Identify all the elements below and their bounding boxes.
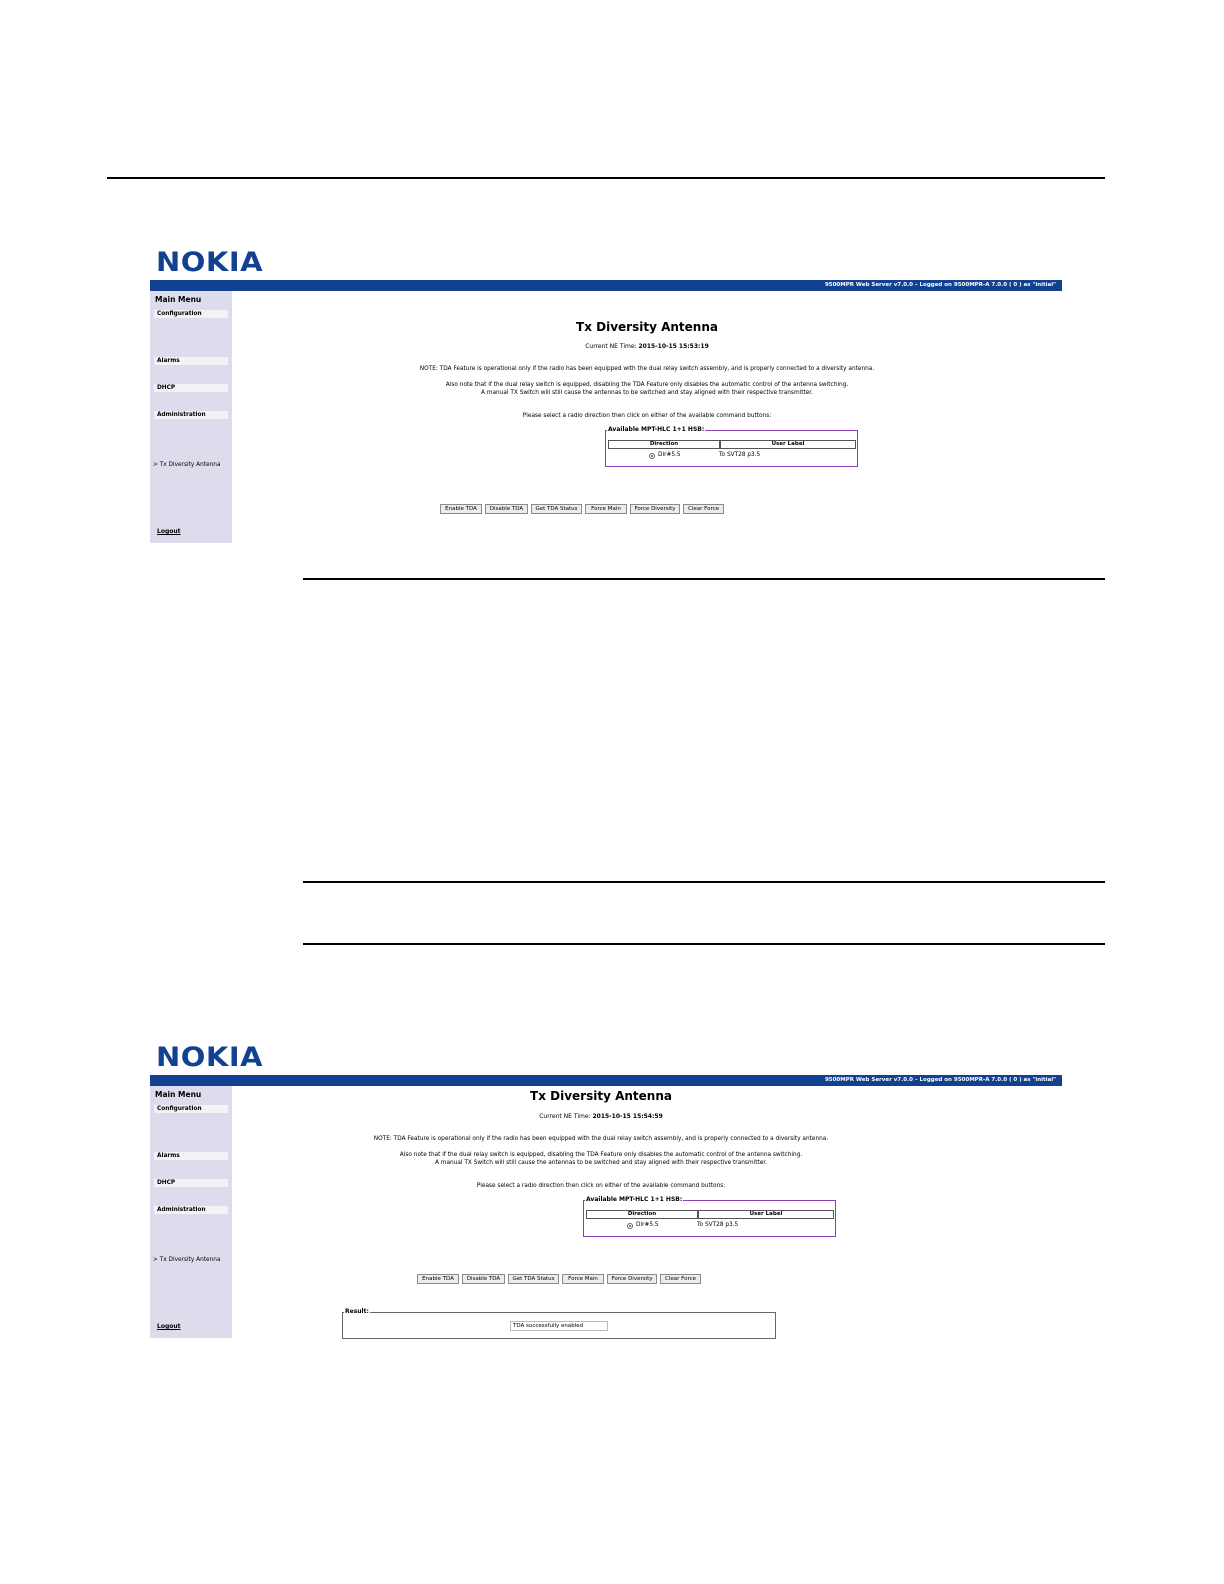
screenshot-1 <box>150 246 1062 535</box>
user-label-value: To SVT28 p3.5 <box>697 1222 739 1228</box>
disable-tda-button[interactable]: Disable TDA <box>462 1274 505 1284</box>
divider-rule-2 <box>303 881 1105 883</box>
sidebar-item-dhcp[interactable]: DHCP <box>154 1179 228 1187</box>
note-manual-switch: A manual TX Switch will still cause the antennas to be switched and stay aligned with their respective transmitter. <box>480 390 814 396</box>
sidebar-item-alarms[interactable]: Alarms <box>154 1152 228 1160</box>
main-content <box>232 1086 1062 1338</box>
logout-link[interactable]: Logout <box>157 528 181 535</box>
sidebar-item-dhcp[interactable]: DHCP <box>154 384 228 392</box>
main-content <box>232 291 1062 543</box>
header-banner: 9500MPR Web Server v7.0.0 – Logged on 9500MPR-A 7.0.0 ( 0 ) as "initial" <box>150 1075 1062 1086</box>
sidebar <box>150 1086 232 1338</box>
header-banner: 9500MPR Web Server v7.0.0 – Logged on 9500MPR-A 7.0.0 ( 0 ) as "initial" <box>150 280 1062 291</box>
instruction-text: Please select a radio direction then click on either of the available command buttons: <box>522 413 772 419</box>
sidebar-item-administration[interactable]: Administration <box>154 411 228 419</box>
available-directions-fieldset <box>605 426 858 467</box>
enable-tda-button[interactable]: Enable TDA <box>417 1274 459 1284</box>
nokia-logo: NOKIA <box>156 246 264 278</box>
sidebar-item-administration[interactable]: Administration <box>154 1206 228 1214</box>
direction-value: Dir#5.5 <box>658 452 681 458</box>
force-diversity-button[interactable]: Force Diversity <box>607 1274 657 1284</box>
note-tda-feature: NOTE: TDA Feature is operational only if the radio has been equipped with the dual relay switch assembly, and is properly connected to a diversity antenna. <box>419 366 875 372</box>
ne-time-label: Current NE Time: <box>539 1113 591 1120</box>
direction-radio[interactable] <box>627 1223 633 1229</box>
user-label-value: To SVT28 p3.5 <box>719 452 761 458</box>
result-legend: Result: <box>345 1308 369 1315</box>
available-directions-fieldset <box>583 1196 836 1237</box>
force-main-button[interactable]: Force Main <box>585 504 627 514</box>
fieldset-legend: Available MPT-HLC 1+1 HSB: <box>586 1196 683 1203</box>
sidebar-item-alarms[interactable]: Alarms <box>154 357 228 365</box>
enable-tda-button[interactable]: Enable TDA <box>440 504 482 514</box>
note-relay-switch: Also note that if the dual relay switch is equipped, disabling the TDA Feature only disables the automatic control of the antenna switching. <box>445 382 849 388</box>
result-fieldset <box>342 1308 776 1339</box>
top-rule <box>107 177 1105 179</box>
note-tda-feature: NOTE: TDA Feature is operational only if the radio has been equipped with the dual relay switch assembly, and is properly connected to a diversity antenna. <box>373 1136 829 1142</box>
sidebar-item-configuration[interactable]: Configuration <box>154 310 228 318</box>
table-row[interactable] <box>608 451 856 460</box>
ne-time-value: 2015-10-15 15:54:59 <box>592 1113 663 1120</box>
direction-value: Dir#5.5 <box>636 1222 659 1228</box>
command-buttons <box>440 504 724 514</box>
column-header-direction: Direction <box>586 1210 698 1219</box>
force-main-button[interactable]: Force Main <box>562 1274 604 1284</box>
sidebar-item-configuration[interactable]: Configuration <box>154 1105 228 1113</box>
table-row[interactable] <box>586 1221 834 1230</box>
disable-tda-button[interactable]: Disable TDA <box>485 504 528 514</box>
clear-force-button[interactable]: Clear Force <box>683 504 724 514</box>
main-menu-title: Main Menu <box>155 1090 202 1099</box>
column-header-user-label: User Label <box>698 1210 834 1219</box>
logout-link[interactable]: Logout <box>157 1323 181 1330</box>
clear-force-button[interactable]: Clear Force <box>660 1274 701 1284</box>
table-header <box>586 1210 834 1219</box>
sidebar-item-tx-diversity-antenna[interactable]: > Tx Diversity Antenna <box>153 462 221 468</box>
divider-rule-3 <box>303 943 1105 945</box>
fieldset-legend: Available MPT-HLC 1+1 HSB: <box>608 426 705 433</box>
force-diversity-button[interactable]: Force Diversity <box>630 504 680 514</box>
column-header-user-label: User Label <box>720 440 856 449</box>
ne-time-value: 2015-10-15 15:53:19 <box>638 343 709 350</box>
ne-time <box>232 343 1062 350</box>
sidebar <box>150 291 232 543</box>
note-manual-switch: A manual TX Switch will still cause the antennas to be switched and stay aligned with their respective transmitter. <box>434 1160 768 1166</box>
sidebar-item-tx-diversity-antenna[interactable]: > Tx Diversity Antenna <box>153 1257 221 1263</box>
main-menu-title: Main Menu <box>155 295 202 304</box>
command-buttons <box>417 1274 701 1284</box>
column-header-direction: Direction <box>608 440 720 449</box>
get-tda-status-button[interactable]: Get TDA Status <box>531 504 582 514</box>
instruction-text: Please select a radio direction then click on either of the available command buttons: <box>476 1183 726 1189</box>
divider-rule-1 <box>303 578 1105 580</box>
page-title: Tx Diversity Antenna <box>576 320 718 334</box>
table-header <box>608 440 856 449</box>
result-value-box: TDA successfully enabled <box>510 1321 608 1331</box>
screenshot-2 <box>150 1041 1062 1330</box>
nokia-logo: NOKIA <box>156 1041 264 1073</box>
direction-radio[interactable] <box>649 453 655 459</box>
ne-time <box>186 1113 1016 1120</box>
get-tda-status-button[interactable]: Get TDA Status <box>508 1274 559 1284</box>
ne-time-label: Current NE Time: <box>585 343 637 350</box>
note-relay-switch: Also note that if the dual relay switch is equipped, disabling the TDA Feature only disables the automatic control of the antenna switching. <box>399 1152 803 1158</box>
page-title: Tx Diversity Antenna <box>530 1089 672 1103</box>
